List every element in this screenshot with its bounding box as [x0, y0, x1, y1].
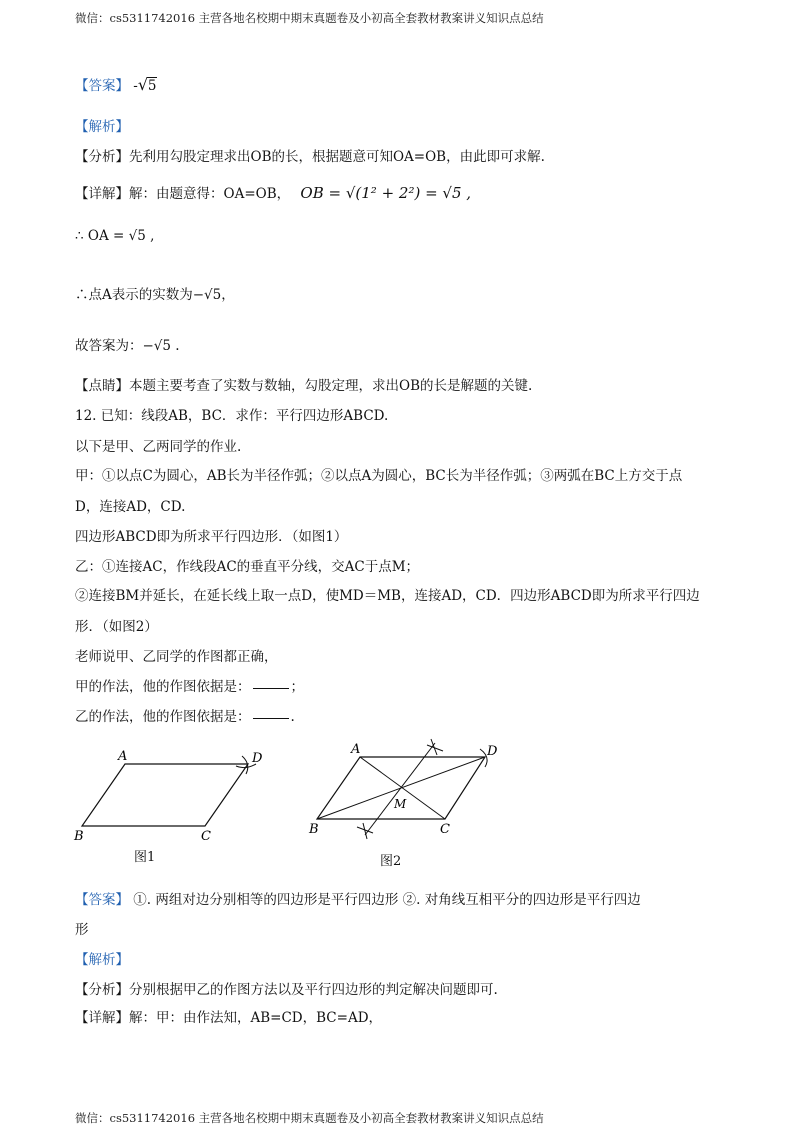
- q12-teacher: 老师说甲、乙同学的作图都正确，: [75, 649, 278, 665]
- sqrt-icon: √ 5: [138, 78, 158, 94]
- q12-detail: 【详解】解：甲：由作法知，AB=CD，BC=AD，: [75, 1010, 383, 1026]
- answer-blank[interactable]: [253, 717, 289, 719]
- q12-yi1: 乙：①连接AC，作线段AC的垂直平分线，交AC于点M；: [75, 559, 420, 575]
- figure-2-parallelogram: [305, 735, 520, 845]
- page-footer: 微信：cs5311742016 主营各地名校期中期末真题卷及小初高全套教材教案讲义知识点总结: [75, 1111, 544, 1125]
- q11-fenxi: 【分析】先利用勾股定理求出OB的长，根据题意可知OA=OB，由此即可求解.: [75, 149, 545, 165]
- q12-fenxi: 【分析】分别根据甲乙的作图方法以及平行四边形的判定解决问题即可.: [75, 982, 498, 998]
- fig2-label-d: D: [487, 744, 498, 759]
- q12-stem1: 12. 已知：线段AB，BC．求作：平行四边形ABCD.: [75, 408, 389, 424]
- q12-analysis-tag: 【解析】: [75, 952, 129, 968]
- figure-2-caption: 图2: [380, 854, 402, 869]
- q12-yi3: 形．（如图2）: [75, 619, 158, 635]
- q11-detail: 【详解】解：由题意得：OA=OB， OB = √(1² + 2²) = √5 ,: [75, 184, 472, 202]
- q11-therefore2: ∴点A表示的实数为−√5，: [75, 287, 235, 303]
- fig2-label-a: A: [351, 742, 361, 757]
- fig1-label-c: C: [201, 829, 211, 844]
- q11-answer: [75, 74, 157, 94]
- fig1-label-a: A: [118, 749, 128, 764]
- q11-analysis-tag: 【解析】: [75, 119, 129, 135]
- q11-dianjing: 【点睛】本题主要考查了实数与数轴，勾股定理，求出OB的长是解题的关键.: [75, 378, 533, 394]
- fig2-label-b: B: [309, 822, 319, 837]
- q11-therefore1: ∴ OA = √5 ,: [75, 228, 155, 244]
- q12-jia1: 甲：①以点C为圆心，AB长为半径作弧；②以点A为圆心，BC长为半径作弧；③两弧在BC上方交于点: [75, 468, 683, 484]
- q12-answer-cont: 形: [75, 922, 89, 938]
- q12-answer: 【答案】 ①. 两组对边分别相等的四边形是平行四边形 ②. 对角线互相平分的四边形是平行四边: [75, 892, 641, 908]
- fig1-label-d: D: [252, 751, 263, 766]
- q12-question-yi: 乙的作法，他的作图依据是： .: [75, 709, 295, 725]
- q12-jia3: 四边形ABCD即为所求平行四边形．（如图1）: [75, 529, 348, 545]
- detail-formula: OB = √(1² + 2²) = √5 ,: [300, 184, 472, 202]
- answer-sign: -: [133, 78, 138, 94]
- answer-blank[interactable]: [253, 687, 289, 689]
- fig2-label-c: C: [440, 822, 450, 837]
- figure-1-caption: 图1: [134, 850, 156, 865]
- q12-jia2: D，连接AD，CD.: [75, 499, 186, 515]
- q11-answer-line: 故答案为：−√5 .: [75, 338, 180, 354]
- fig2-label-m: M: [394, 797, 407, 811]
- q12-stem2: 以下是甲、乙两同学的作业.: [75, 439, 242, 455]
- q12-question-jia: 甲的作法，他的作图依据是： ；: [75, 679, 304, 695]
- answer-tag: 【答案】: [75, 78, 129, 94]
- q12-yi2: ②连接BM并延长，在延长线上取一点D，使MD＝MB，连接AD，CD．四边形ABCD即为所求平行四边: [75, 588, 700, 604]
- figure-1-parallelogram: [70, 740, 280, 870]
- page-header: 微信：cs5311742016 主营各地名校期中期末真题卷及小初高全套教材教案讲义知识点总结: [75, 11, 544, 25]
- fig1-label-b: B: [74, 829, 84, 844]
